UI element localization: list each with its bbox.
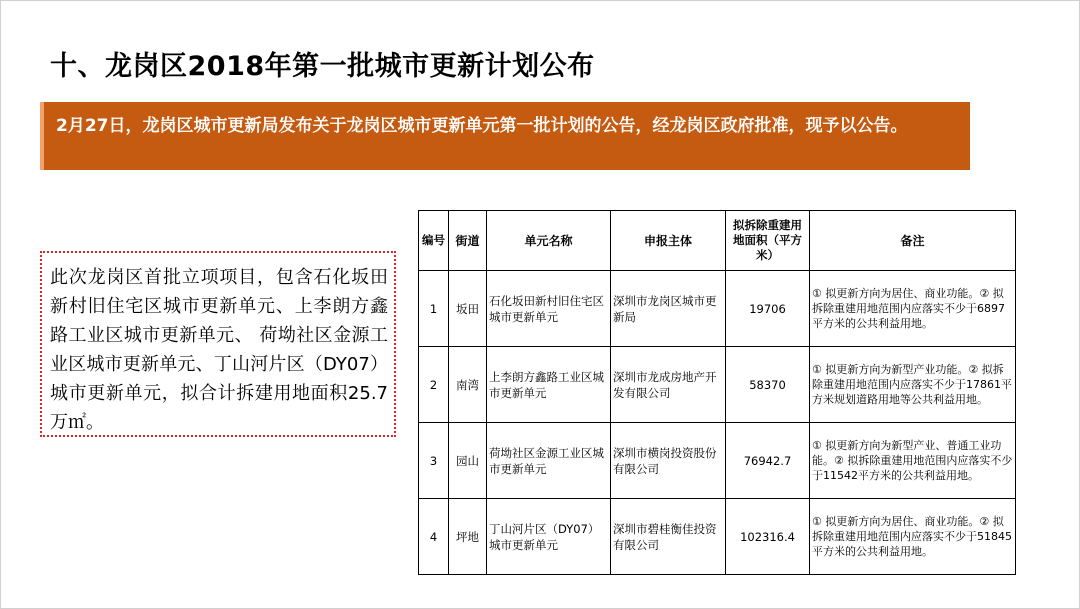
cell-area: 58370: [726, 347, 810, 423]
header-street: 街道: [449, 211, 487, 271]
header-unit: 单元名称: [487, 211, 611, 271]
cell-note: ① 拟更新方向为新型产业功能。② 拟拆除重建用地范围内应落实不少于17861平方米规划道路用地等公共利益用地。: [810, 347, 1016, 423]
cell-no: 3: [419, 423, 449, 499]
cell-note: ① 拟更新方向为新型产业、普通工业功能。② 拟拆除重建用地范围内应落实不少于11542平方米的公共利益用地。: [810, 423, 1016, 499]
cell-street: 园山: [449, 423, 487, 499]
header-applicant: 申报主体: [611, 211, 726, 271]
header-note: 备注: [810, 211, 1016, 271]
cell-no: 4: [419, 499, 449, 575]
table-row: [419, 347, 1016, 423]
header-area: 拟拆除重建用地面积（平方米）: [726, 211, 810, 271]
announcement-banner: 2月27日，龙岗区城市更新局发布关于龙岗区城市更新单元第一批计划的公告，经龙岗区政府批准，现予以公告。: [40, 102, 970, 170]
table-row: [419, 271, 1016, 347]
cell-unit: 石化坂田新村旧住宅区城市更新单元: [487, 271, 611, 347]
cell-street: 南湾: [449, 347, 487, 423]
header-no: 编号: [419, 211, 449, 271]
cell-applicant: 深圳市龙成房地产开发有限公司: [611, 347, 726, 423]
table-row: [419, 499, 1016, 575]
cell-unit: 荷坳社区金源工业区城市更新单元: [487, 423, 611, 499]
cell-no: 2: [419, 347, 449, 423]
cell-area: 19706: [726, 271, 810, 347]
cell-note: ① 拟更新方向为居住、商业功能。② 拟拆除重建用地范围内应落实不少于51845平方米的公共利益用地。: [810, 499, 1016, 575]
cell-note: ① 拟更新方向为居住、商业功能。② 拟拆除重建用地范围内应落实不少于6897平方米的公共利益用地。: [810, 271, 1016, 347]
cell-unit: 上李朗方鑫路工业区城市更新单元: [487, 347, 611, 423]
cell-area: 76942.7: [726, 423, 810, 499]
cell-area: 102316.4: [726, 499, 810, 575]
summary-box: 此次龙岗区首批立项项目，包含石化坂田新村旧住宅区城市更新单元、上李朗方鑫路工业区城市更新单元、 荷坳社区金源工业区城市更新单元、丁山河片区（DY07）城市更新单元，拟合计拆建用地面积25.7万㎡。: [40, 251, 396, 437]
cell-unit: 丁山河片区（DY07）城市更新单元: [487, 499, 611, 575]
table-row: [419, 423, 1016, 499]
cell-applicant: 深圳市龙岗区城市更新局: [611, 271, 726, 347]
table-header-row: [419, 211, 1016, 271]
cell-applicant: 深圳市碧桂衡佳投资有限公司: [611, 499, 726, 575]
page-title: 十、龙岗区2018年第一批城市更新计划公布: [50, 51, 595, 82]
cell-applicant: 深圳市横岗投资股份有限公司: [611, 423, 726, 499]
cell-no: 1: [419, 271, 449, 347]
cell-street: 坪地: [449, 499, 487, 575]
cell-street: 坂田: [449, 271, 487, 347]
renewal-plan-table: [418, 210, 1016, 575]
